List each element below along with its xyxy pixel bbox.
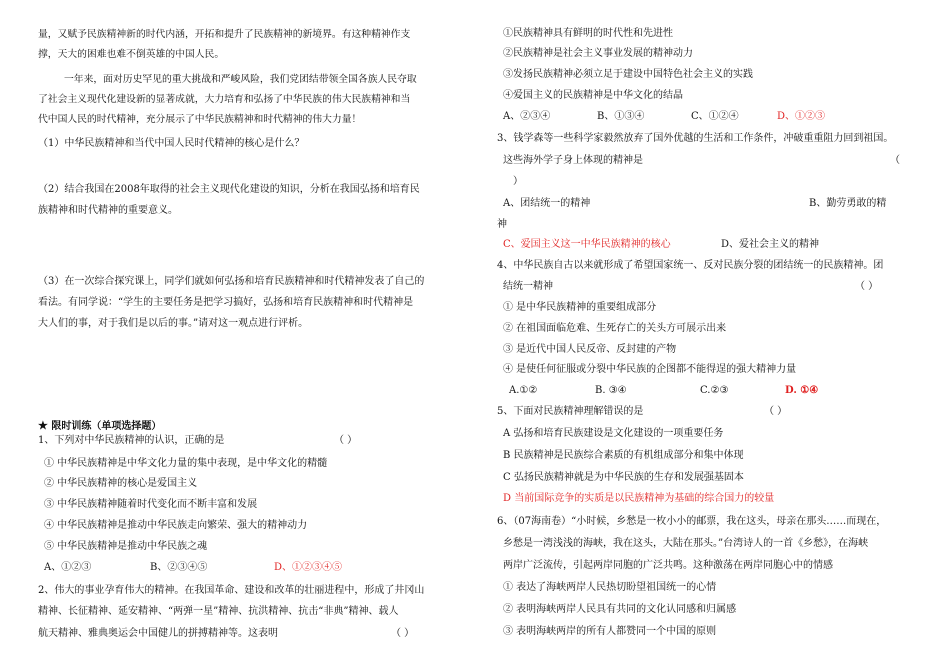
mc3-option-b-tail: 神 (497, 219, 507, 230)
mc3-line-1: 3、钱学森等一些科学家毅然放弃了国外优越的生活和工作条件，冲破重重阻力回到祖国。 (497, 133, 894, 144)
mc3-paren-open: （ (890, 155, 900, 166)
mc2-line-2: 精神、长征精神、延安精神、“两弹一星”精神、抗洪精神、抗击“非典”精神、载人 (38, 606, 399, 617)
mc3-option-c: C、爱国主义这一中华民族精神的核心 (503, 239, 671, 250)
mc5-option-d: D 当前国际竞争的实质是以民族精神为基础的综合国力的较量 (503, 493, 775, 504)
question-1-text: （1）中华民族精神和当代中国人民时代精神的核心是什么？ (38, 138, 305, 149)
mc1-option-d: D、①②③④⑤ (274, 562, 343, 573)
mc4-option-c: C.②③ (700, 385, 729, 396)
mc6-line-3: 两岸广泛流传，引起两岸同胞的广泛共鸣。这种激荡在两岸同胞心中的情感 (503, 560, 833, 571)
star-icon: ★ (38, 419, 48, 432)
mc2-item-1: ①民族精神具有鲜明的时代性和先进性 (503, 28, 673, 39)
mc3-paren-close: ） (513, 176, 523, 187)
passage-line-2: 撑，天大的困难也难不倒英雄的中国人民。 (38, 49, 225, 60)
mc4-item-1: ① 是中华民族精神的重要组成部分 (503, 302, 657, 313)
mc1-item-4: ④ 中华民族精神是推动中华民族走向繁荣、强大的精神动力 (44, 520, 308, 531)
mc4-option-d: D. ①④ (785, 385, 819, 396)
mc2-line-3: 航天精神、雅典奥运会中国健儿的拼搏精神等。这表明 (38, 628, 278, 639)
mc6-item-2: ② 表明海峡两岸人民具有共同的文化认同感和归属感 (503, 604, 737, 615)
mc1-item-5: ⑤ 中华民族精神是推动中华民族之魂 (44, 541, 208, 552)
mc2-line-1: 2、伟大的事业孕育伟大的精神。在我国革命、建设和改革的壮丽进程中，形成了井冈山 (38, 585, 425, 596)
mc3-option-d: D、爱社会主义的精神 (721, 239, 820, 250)
mc1-option-b: B、②③④⑤ (150, 562, 208, 573)
question-2-line-2: 族精神和时代精神的重要意义。 (38, 205, 178, 216)
section-title: 限时训练（单项选择题） (51, 421, 162, 432)
mc2-option-c: C、①②④ (691, 111, 739, 122)
passage-line-3: 一年来，面对历史罕见的重大挑战和严峻风险，我们党团结带领全国各族人民夺取 (64, 74, 417, 85)
mc4-line-1: 4、中华民族自古以来就形成了希望国家统一、反对民族分裂的团结统一的民族精神。团 (497, 260, 884, 271)
passage-line-4: 了社会主义现代化建设新的显著成就，大力培育和弘扬了中华民族的伟大民族精神和当 (38, 94, 411, 105)
mc4-item-2: ② 在祖国面临危难、生死存亡的关头方可展示出来 (503, 323, 727, 334)
mc5-option-a: A 弘扬和培育民族建设是文化建设的一项重要任务 (503, 428, 724, 439)
mc3-option-b: B、勤劳勇敢的精 (809, 198, 887, 209)
question-2-line-1: （2）结合我国在2008年取得的社会主义现代化建设的知识，分析在我国弘扬和培育民 (38, 184, 420, 195)
mc5-option-b: B 民族精神是民族综合素质的有机组成部分和集中体现 (503, 450, 744, 461)
mc6-item-1: ① 表达了海峡两岸人民热切盼望祖国统一的心情 (503, 582, 717, 593)
mc5-paren: （ ） (764, 406, 788, 417)
mc4-paren: （ ） (855, 281, 879, 292)
mc3-line-2: 这些海外学子身上体现的精神是 (503, 155, 643, 166)
mc2-item-4: ④爱国主义的民族精神是中华文化的结晶 (503, 90, 683, 101)
mc5-stem: 5、下面对民族精神理解错误的是 (497, 406, 644, 417)
mc6-item-3: ③ 表明海峡两岸的所有人都赞同一个中国的原则 (503, 626, 717, 637)
mc6-line-2: 乡愁是一湾浅浅的海峡，我在这头，大陆在那头。”台湾诗人的一首《乡愁》，在海峡 (503, 538, 869, 549)
mc2-option-d: D、①②③ (777, 111, 826, 122)
mc2-paren: （ ） (391, 628, 415, 639)
mc4-option-b: B. ③④ (595, 385, 627, 396)
mc1-paren: （ ） (334, 435, 358, 446)
mc1-item-3: ③ 中华民族精神随着时代变化而不断丰富和发展 (44, 499, 258, 510)
mc2-item-2: ②民族精神是社会主义事业发展的精神动力 (503, 48, 693, 59)
mc1-option-a: A、①②③ (44, 562, 92, 573)
mc1-item-2: ② 中华民族精神的核心是爱国主义 (44, 478, 198, 489)
mc6-line-1: 6、（07海南卷）“小时候，乡愁是一枚小小的邮票，我在这头，母亲在那头……而现在， (497, 516, 887, 527)
mc5-option-c: C 弘扬民族精神就是为中华民族的生存和发展强基固本 (503, 472, 744, 483)
passage-line-5: 代中国人民的时代精神，充分展示了中华民族精神和时代精神的伟大力量！ (38, 114, 362, 125)
question-3-line-2: 看法。有同学说：“学生的主要任务是把学习搞好，弘扬和培育民族精神和时代精神是 (38, 297, 414, 308)
mc4-item-3: ③ 是近代中国人民反帝、反封建的产物 (503, 344, 677, 355)
mc2-option-b: B、①③④ (597, 111, 645, 122)
mc4-item-4: ④ 是使任何征服或分裂中华民族的企图都不能得逞的强大精神力量 (503, 364, 797, 375)
mc4-line-2: 结统一精神 (503, 281, 553, 292)
passage-line-1: 量，又赋予民族精神新的时代内涵，开拓和提升了民族精神的新境界。有这种精神作支 (38, 29, 411, 40)
question-3-line-3: 大人们的事，对于我们是以后的事。”请对这一观点进行评析。 (38, 318, 309, 329)
mc3-option-a: A、团结统一的精神 (503, 198, 591, 209)
mc1-stem: 1、下列对中华民族精神的认识，正确的是 (38, 435, 225, 446)
question-3-line-1: （3）在一次综合探究课上，同学们就如何弘扬和培育民族精神和时代精神发表了自己的 (38, 276, 425, 287)
mc1-item-1: ① 中华民族精神是中华文化力量的集中表现，是中华文化的精髓 (44, 458, 328, 469)
mc2-item-3: ③发扬民族精神必须立足于建设中国特色社会主义的实践 (503, 69, 753, 80)
mc4-option-a: A.①② (509, 385, 538, 396)
section-heading (38, 418, 161, 434)
mc2-option-a: A、②③④ (503, 111, 551, 122)
